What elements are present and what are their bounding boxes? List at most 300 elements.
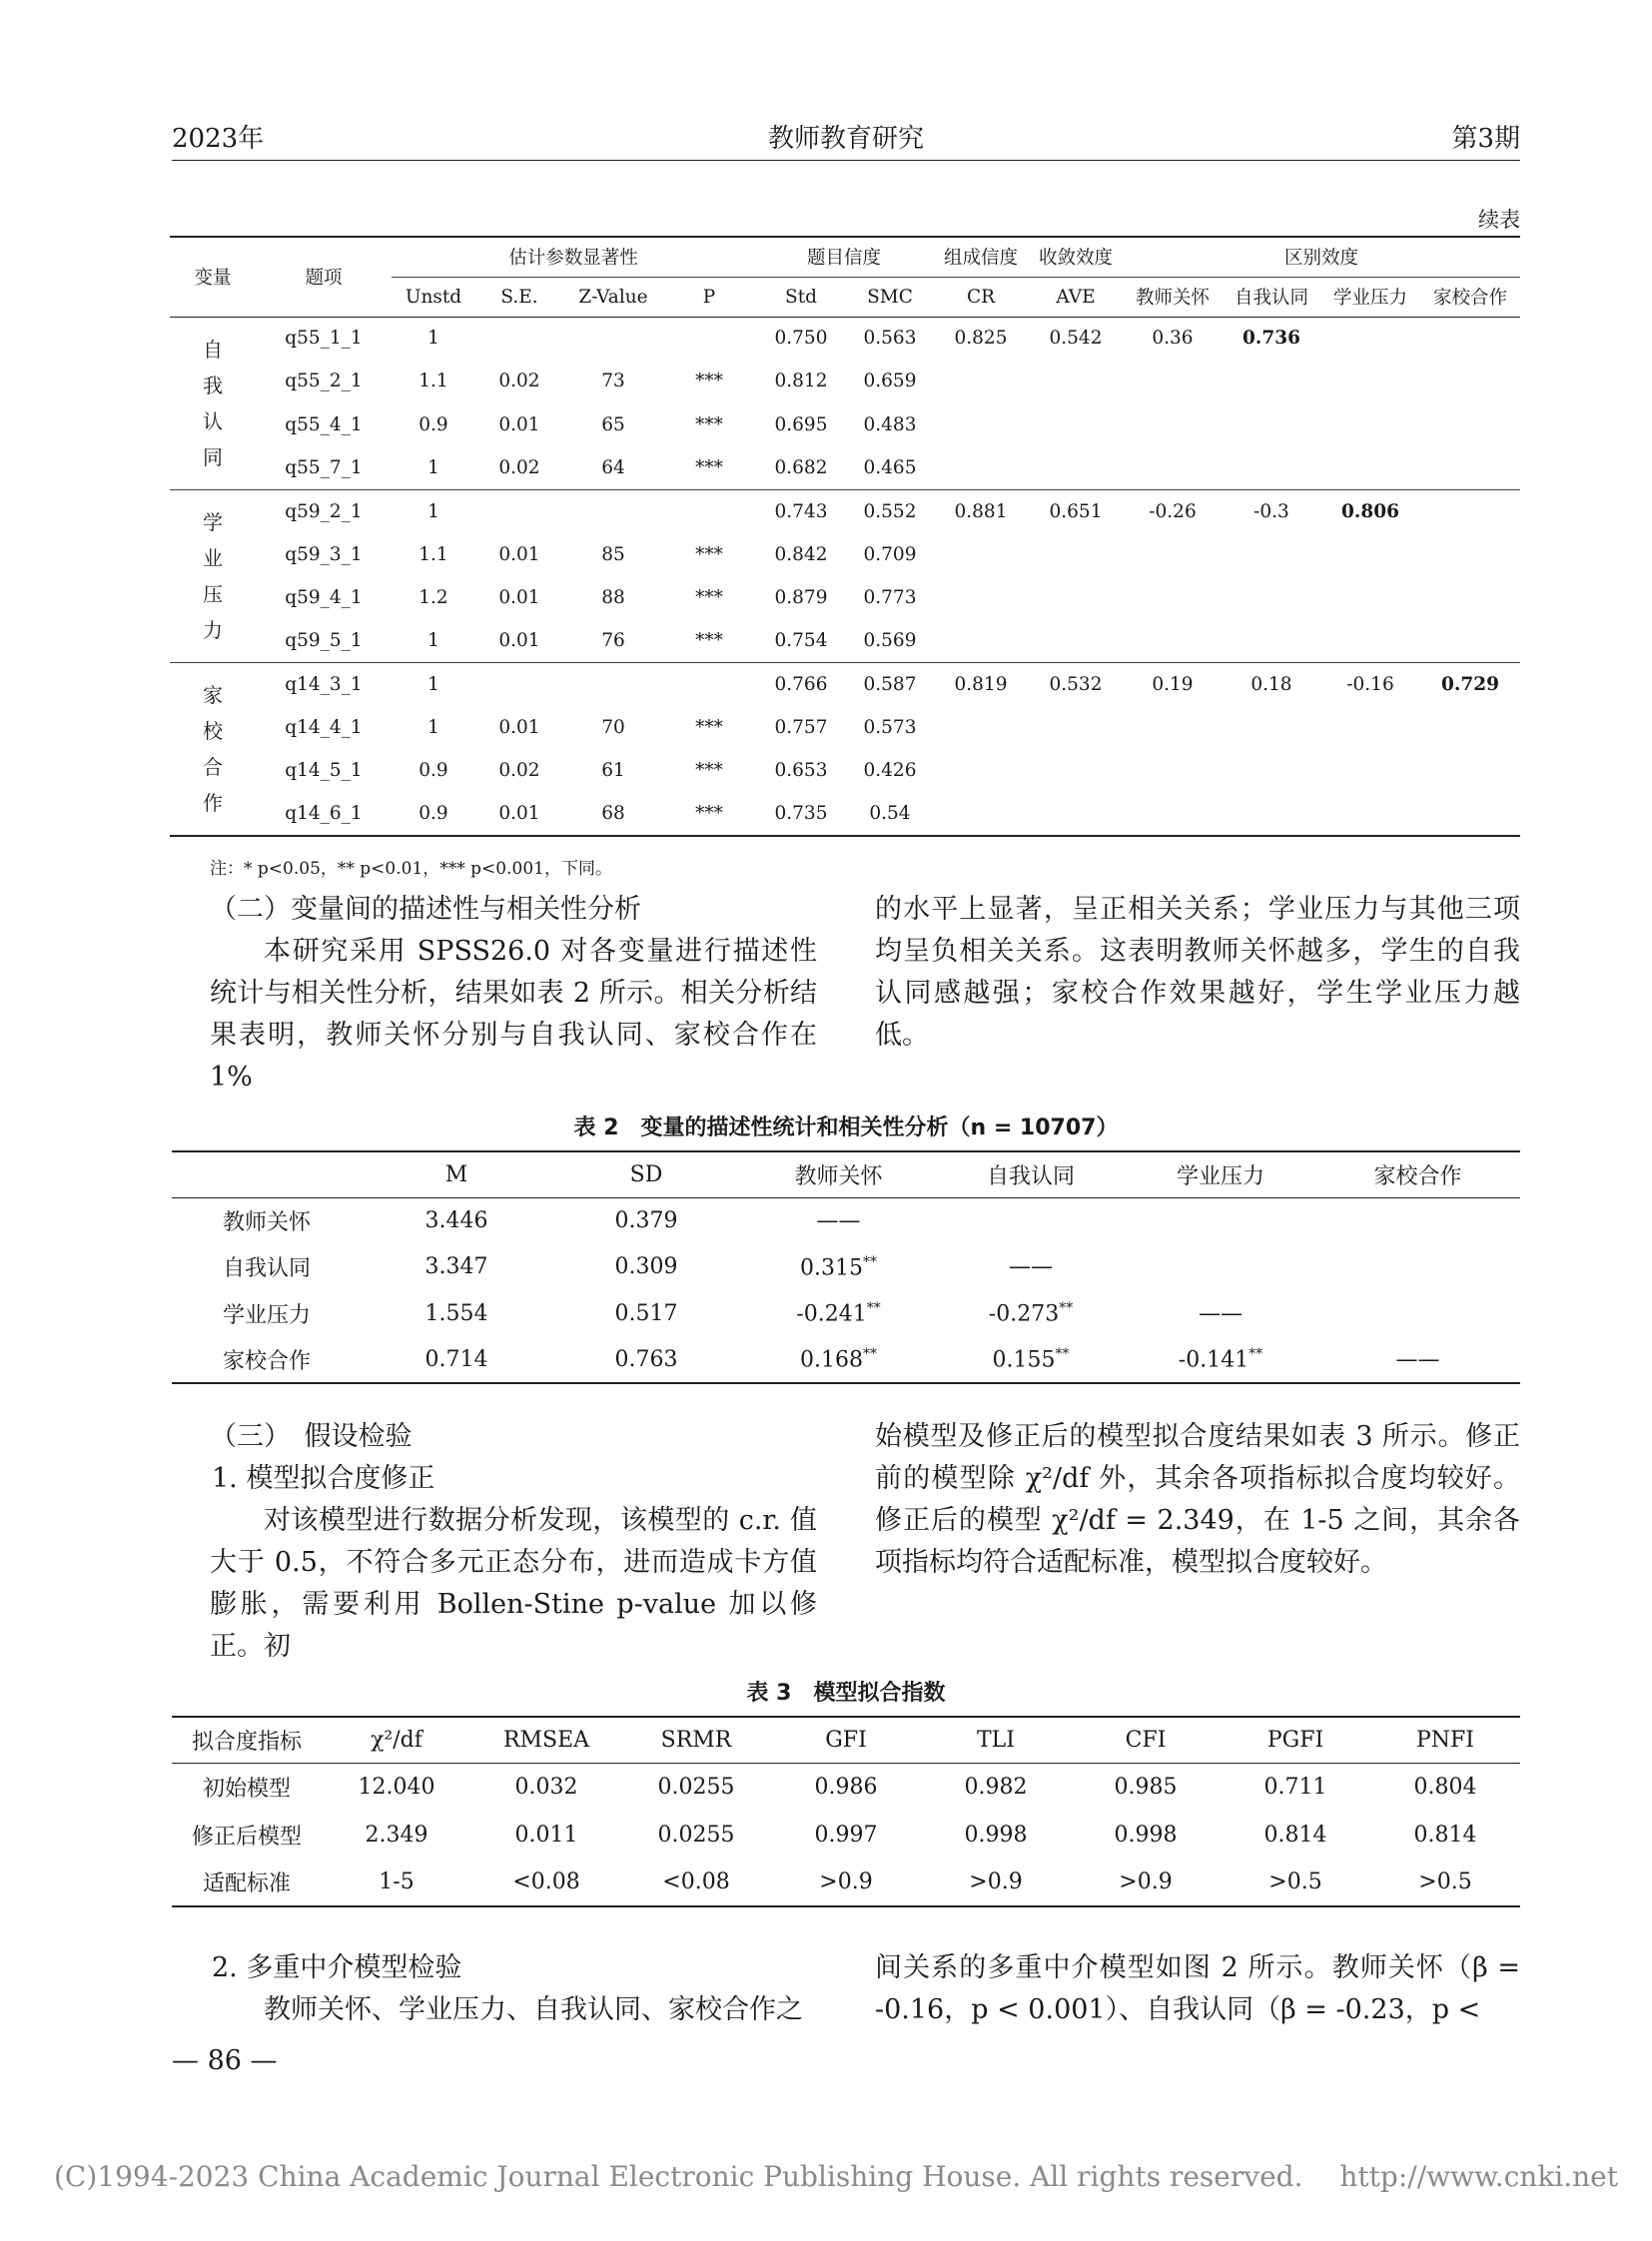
table-cell: 0.01 — [498, 716, 540, 738]
table-cell: 0.842 — [774, 543, 828, 565]
item-code: q55_2_1 — [285, 371, 363, 392]
column-header: 拟合度指标 — [172, 1717, 322, 1763]
table-cell — [1029, 532, 1123, 575]
column-header: RMSEA — [471, 1717, 621, 1763]
table-row — [172, 1763, 1520, 1811]
table-cell: *** — [695, 456, 723, 478]
table-cell — [1315, 1290, 1520, 1337]
table-cell: 0.315** — [800, 1253, 877, 1280]
table-cell — [933, 706, 1029, 749]
column-header: 学业压力 — [1126, 1151, 1315, 1197]
variable-char: 自 — [203, 337, 223, 362]
paragraph: 本研究采用 SPSS26.0 对各变量进行描述性统计与相关性分析，结果如表 2 所示。相关分析结果表明，教师关怀分别与自我认同、家校合作在 1% — [210, 936, 817, 1093]
table-cell — [1223, 446, 1320, 489]
column-header: SRMR — [621, 1717, 771, 1763]
row-label: 家校合作 — [172, 1337, 362, 1384]
table-cell: 65 — [601, 413, 625, 435]
section-heading: （二）变量间的描述性与相关性分析 — [210, 894, 641, 925]
table-cell — [1320, 360, 1420, 402]
item-code: q59_4_1 — [285, 586, 363, 608]
table-cell: >0.5 — [1221, 1859, 1370, 1906]
table-cell: 76 — [601, 629, 625, 651]
group-header: 区别效度 — [1123, 237, 1520, 277]
table-cell: 0.465 — [863, 456, 917, 478]
table-cell — [1223, 360, 1320, 402]
table-cell — [1223, 706, 1320, 749]
table-cell: *** — [695, 760, 723, 782]
table-cell: 0.998 — [964, 1822, 1028, 1848]
item-code: q14_4_1 — [285, 716, 363, 738]
column-header: SD — [551, 1151, 741, 1197]
table-cell: -0.16 — [1346, 673, 1394, 695]
table-cell — [1420, 489, 1520, 532]
table-cell: <0.08 — [621, 1859, 771, 1906]
variable-char: 力 — [203, 617, 223, 642]
variable-char: 家 — [203, 682, 223, 707]
column-header: 教师关怀 — [1123, 277, 1223, 317]
table-cell — [933, 749, 1029, 792]
table-cell: 0.02 — [498, 371, 540, 392]
table-cell: 0.754 — [774, 629, 828, 651]
table-cell: 0.766 — [774, 673, 828, 695]
table-cell: 0.01 — [498, 629, 540, 651]
row-label: 学业压力 — [222, 1302, 311, 1328]
table-cell: 0.736 — [1242, 328, 1300, 350]
table-cell — [1420, 532, 1520, 575]
table-cell: 0.483 — [863, 413, 917, 435]
table-cell — [1223, 532, 1320, 575]
table-cell: 0.729 — [1441, 673, 1499, 695]
table-cell: 12.040 — [358, 1774, 435, 1800]
left-column-s4 — [210, 1947, 817, 2031]
table-cell: 0.986 — [814, 1774, 878, 1800]
correlation-table — [172, 1150, 1520, 1384]
table-cell: -0.141** — [1126, 1337, 1315, 1384]
table-cell: 1.1 — [418, 543, 448, 565]
column-header: Unstd — [392, 277, 475, 317]
column-header — [172, 1151, 362, 1197]
table-cell — [1123, 706, 1223, 749]
table-cell — [1223, 576, 1320, 619]
table-cell: 0.773 — [863, 586, 917, 608]
table-cell: —— — [1315, 1337, 1520, 1384]
table-cell: *** — [695, 371, 723, 392]
column-header: PGFI — [1221, 1717, 1370, 1763]
table-cell: 0.695 — [774, 413, 828, 435]
item-code: q14_5_1 — [285, 760, 363, 782]
paragraph: 对该模型进行数据分析发现，该模型的 c.r. 值大于 0.5，不符合多元正态分布，进而造成卡方值膨胀，需要利用 Bollen-Stine p-value 加以修正。初 — [210, 1505, 817, 1662]
table-cell: 0.54 — [869, 802, 911, 824]
table-cell: 0.552 — [863, 500, 917, 522]
table-caption: 表 3 模型拟合指数 — [746, 1681, 946, 1706]
table-cell — [1123, 576, 1223, 619]
table-cell — [1223, 749, 1320, 792]
table-cell — [1320, 317, 1420, 360]
table-cell — [933, 532, 1029, 575]
section-heading: （三） 假设检验 — [210, 1421, 413, 1452]
variable-char: 同 — [203, 444, 223, 469]
table-cell — [1320, 576, 1420, 619]
paragraph: 的水平上显著，呈正相关关系；学业压力与其他三项均呈负相关关系。这表明教师关怀越多，学生的自我认同感越强；家校合作效果越好，学生学业压力越低。 — [875, 894, 1520, 1051]
table-cell: 1 — [427, 716, 439, 738]
column-header: CR — [933, 277, 1029, 317]
table-cell: 0.01 — [498, 543, 540, 565]
column-header: P — [663, 277, 755, 317]
table-cell: -0.241** — [796, 1300, 881, 1327]
table-cell — [1123, 749, 1223, 792]
table-cell — [1320, 403, 1420, 446]
significance-mark: ** — [1059, 1300, 1074, 1317]
table-cell — [1420, 576, 1520, 619]
table-cell — [1320, 792, 1420, 835]
table-cell: *** — [695, 413, 723, 435]
table-cell: 64 — [601, 456, 625, 478]
column-header: 自我认同 — [1223, 277, 1320, 317]
table-cell: 68 — [601, 802, 625, 824]
table-cell: 0.309 — [614, 1254, 678, 1280]
table-cell: >0.9 — [771, 1859, 921, 1906]
table-continued-label: 续表 — [1478, 208, 1520, 232]
table-cell: <0.08 — [471, 1859, 621, 1906]
right-column-s2 — [875, 889, 1520, 1057]
table-cell: 1.1 — [418, 371, 448, 392]
column-header: χ²/df — [322, 1717, 471, 1763]
variable-char: 校 — [203, 718, 223, 743]
table-cell: —— — [1009, 1254, 1053, 1280]
paragraph: 间关系的多重中介模型如图 2 所示。教师关怀（β = -0.16，p < 0.001）、自我认同（β = -0.23，p < — [875, 1952, 1520, 2025]
table-cell: 0.02 — [498, 760, 540, 782]
table-cell — [933, 446, 1029, 489]
group-header: 收敛效度 — [1029, 237, 1123, 277]
table-cell — [1029, 619, 1123, 662]
table-cell — [475, 317, 563, 360]
table-row — [172, 1197, 1520, 1244]
variable-char: 作 — [203, 790, 223, 815]
table-cell: 0.881 — [954, 500, 1008, 522]
table-cell: 1-5 — [322, 1859, 471, 1906]
column-header: 家校合作 — [1420, 277, 1520, 317]
table-cell: 0.573 — [863, 716, 917, 738]
table-cell: *** — [695, 543, 723, 565]
table-cell: 1 — [427, 673, 439, 695]
table-cell — [563, 662, 663, 705]
column-header: 家校合作 — [1315, 1151, 1520, 1197]
column-header: M — [362, 1151, 551, 1197]
table-cell — [563, 489, 663, 532]
table-row — [172, 1859, 1520, 1906]
item-code: q59_5_1 — [285, 629, 363, 651]
table-row — [170, 360, 1520, 402]
table-cell — [1123, 446, 1223, 489]
table-cell — [936, 1197, 1126, 1244]
table-cell: 0.426 — [863, 760, 917, 782]
table-row — [170, 403, 1520, 446]
table-cell — [1029, 360, 1123, 402]
table-cell — [1320, 532, 1420, 575]
table-cell: 0.379 — [614, 1208, 678, 1233]
table-cell: 0.18 — [1250, 673, 1292, 695]
significance-mark: ** — [862, 1346, 877, 1363]
table-row — [170, 619, 1520, 662]
row-label: 修正后模型 — [191, 1824, 302, 1850]
table-cell — [1223, 403, 1320, 446]
table-cell: 0.01 — [498, 413, 540, 435]
column-header: 自我认同 — [936, 1151, 1126, 1197]
table-cell — [1420, 360, 1520, 402]
table-cell: 0.9 — [418, 802, 448, 824]
item-code: q14_6_1 — [285, 802, 363, 824]
subsection-heading: 1. 模型拟合度修正 — [212, 1463, 435, 1494]
table-row — [170, 706, 1520, 749]
table-cell — [1029, 706, 1123, 749]
table-cell: 0.01 — [498, 586, 540, 608]
table-cell — [1420, 706, 1520, 749]
table-cell: 1.2 — [418, 586, 448, 608]
table-row — [170, 576, 1520, 619]
header-journal: 教师教育研究 — [767, 124, 924, 154]
table-row — [170, 662, 1520, 705]
table-cell: 0.814 — [1413, 1822, 1477, 1848]
group-header: 组成信度 — [933, 237, 1029, 277]
header-year: 2023年 — [172, 124, 265, 154]
table-cell: -0.26 — [1149, 500, 1197, 522]
table-cell: 0.587 — [863, 673, 917, 695]
table-cell: 88 — [601, 586, 625, 608]
left-column-s3 — [210, 1416, 817, 1668]
table-cell — [1126, 1244, 1315, 1291]
table-cell: 2.349 — [365, 1822, 428, 1848]
table-cell — [563, 317, 663, 360]
table-cell: 3.446 — [424, 1208, 488, 1233]
table-cell — [1420, 403, 1520, 446]
variable-char: 业 — [203, 545, 223, 570]
right-column-s4 — [875, 1947, 1520, 2031]
column-header: SMC — [847, 277, 933, 317]
table-cell — [933, 619, 1029, 662]
table-row — [170, 489, 1520, 532]
table-cell: 0.997 — [814, 1822, 878, 1848]
item-code: q55_7_1 — [285, 456, 363, 478]
table-cell: 0.711 — [1263, 1774, 1327, 1800]
table-cell — [1123, 532, 1223, 575]
table-cell — [1315, 1197, 1520, 1244]
table-row — [170, 532, 1520, 575]
header-rule — [172, 160, 1520, 161]
table-cell — [663, 317, 755, 360]
column-header: PNFI — [1370, 1717, 1520, 1763]
table-cell: >0.9 — [921, 1859, 1071, 1906]
table-cell: 0.9 — [418, 760, 448, 782]
column-header: GFI — [771, 1717, 921, 1763]
table-cell: 1 — [427, 629, 439, 651]
row-label: 自我认同 — [222, 1256, 311, 1282]
table-cell — [933, 576, 1029, 619]
table-cell: 70 — [601, 716, 625, 738]
table-cell — [1223, 619, 1320, 662]
group-header: 估计参数显著性 — [392, 237, 755, 277]
table-cell — [933, 360, 1029, 402]
table-cell — [1126, 1197, 1315, 1244]
running-header — [172, 118, 1520, 158]
table-cell: 0.985 — [1114, 1774, 1178, 1800]
table-cell: 0.750 — [774, 328, 828, 350]
variable-char: 学 — [203, 509, 223, 534]
table-cell — [1029, 403, 1123, 446]
table-note: 注：* p<0.05，** p<0.01，*** p<0.001，下同。 — [210, 859, 612, 879]
table-cell: -0.3 — [1253, 500, 1289, 522]
table-cell: *** — [695, 802, 723, 824]
table-cell: —— — [1199, 1300, 1242, 1326]
table-cell: 0.36 — [1152, 328, 1194, 350]
table-cell — [1420, 317, 1520, 360]
significance-mark: ** — [862, 1253, 877, 1270]
header-item: 题项 — [256, 237, 392, 317]
table-cell: 0.651 — [1049, 500, 1103, 522]
variable-char: 我 — [203, 373, 223, 397]
table-cell: 0.735 — [774, 802, 828, 824]
table-cell — [1420, 792, 1520, 835]
table-cell: 61 — [601, 760, 625, 782]
table-cell: >0.5 — [1370, 1859, 1520, 1906]
significance-mark: ** — [1248, 1346, 1263, 1363]
table-cell — [1420, 619, 1520, 662]
table-cell: -0.273** — [988, 1300, 1074, 1327]
table-cell — [1420, 446, 1520, 489]
column-header: CFI — [1071, 1717, 1221, 1763]
item-code: q59_2_1 — [285, 500, 363, 522]
table-cell: 0.02 — [498, 456, 540, 478]
table-cell: 0.569 — [863, 629, 917, 651]
item-code: q55_1_1 — [285, 328, 363, 350]
table-cell: 0.804 — [1413, 1774, 1477, 1800]
table-cell — [933, 403, 1029, 446]
row-label: 教师关怀 — [222, 1210, 311, 1235]
significance-mark: ** — [866, 1300, 881, 1317]
table-cell: 0.806 — [1341, 500, 1399, 522]
table-cell: 73 — [601, 371, 625, 392]
table-cell — [933, 792, 1029, 835]
table-cell: 0.168** — [741, 1337, 936, 1384]
table-cell — [1320, 619, 1420, 662]
table-cell: 0.19 — [1152, 673, 1194, 695]
measurement-table — [170, 236, 1520, 837]
table-cell — [663, 662, 755, 705]
item-code: q14_3_1 — [285, 673, 363, 695]
table-cell: 0.563 — [863, 328, 917, 350]
significance-mark: ** — [1055, 1346, 1070, 1363]
paragraph: 始模型及修正后的模型拟合度结果如表 3 所示。修正前的模型除 χ²/df 外，其余各项指标拟合度均较好。修正后的模型 χ²/df = 2.349，在 1-5 之间，其余各项指标均符合适配标准，模型拟合度较好。 — [875, 1421, 1520, 1578]
table-cell: 0.032 — [514, 1774, 578, 1800]
table-row — [172, 1337, 1520, 1384]
table-row — [172, 1244, 1520, 1291]
table-cell: 0.743 — [774, 500, 828, 522]
table-cell — [1029, 576, 1123, 619]
variable-char: 压 — [203, 581, 223, 606]
table-cell: 3.347 — [424, 1254, 488, 1280]
item-code: q59_3_1 — [285, 543, 363, 565]
table-cell: 0.517 — [614, 1300, 678, 1326]
header-issue: 第3期 — [1451, 124, 1520, 154]
table-cell: 0.998 — [1114, 1822, 1178, 1848]
page-number: — 86 — — [172, 2045, 278, 2076]
table-cell — [1420, 749, 1520, 792]
table-cell: 0.155** — [936, 1337, 1126, 1384]
column-header: S.E. — [475, 277, 563, 317]
table-cell: 0.532 — [1049, 673, 1103, 695]
variable-char: 认 — [203, 408, 223, 433]
group-header: 题目信度 — [755, 237, 933, 277]
variable-char: 合 — [203, 754, 223, 779]
right-column-s3 — [875, 1416, 1520, 1584]
table-cell — [1123, 619, 1223, 662]
table-cell: 85 — [601, 543, 625, 565]
column-header: Z-Value — [563, 277, 663, 317]
column-header: 学业压力 — [1320, 277, 1420, 317]
table-cell: 0.9 — [418, 413, 448, 435]
table-cell — [1320, 749, 1420, 792]
column-header: AVE — [1029, 277, 1123, 317]
item-code: q55_4_1 — [285, 413, 363, 435]
table-cell: >0.9 — [1071, 1859, 1221, 1906]
table-cell: —— — [816, 1208, 861, 1233]
table-cell — [475, 489, 563, 532]
variable-label — [170, 662, 256, 835]
table-cell — [1029, 446, 1123, 489]
table-cell — [1123, 403, 1223, 446]
table-cell — [1315, 1244, 1520, 1291]
table-cell: 0.659 — [863, 371, 917, 392]
table-cell: 1.554 — [424, 1300, 488, 1326]
table-row — [170, 446, 1520, 489]
table-cell: 1 — [427, 328, 439, 350]
table-cell: 0.0255 — [657, 1822, 735, 1848]
copyright-footer: (C)1994-2023 China Academic Journal Electronic Publishing House. All rights reserved. http://www.cnki.net — [54, 2160, 1619, 2193]
table-row — [170, 792, 1520, 835]
table-cell: 0.542 — [1049, 328, 1103, 350]
variable-label — [170, 317, 256, 489]
subsection-heading: 2. 多重中介模型检验 — [212, 1952, 462, 1983]
table-cell: 0.812 — [774, 371, 828, 392]
variable-label — [170, 489, 256, 662]
table-row — [170, 317, 1520, 360]
table-cell: 0.825 — [954, 328, 1008, 350]
table-cell: 0.814 — [1263, 1822, 1327, 1848]
table-cell — [1123, 360, 1223, 402]
paragraph: 教师关怀、学业压力、自我认同、家校合作之 — [264, 1994, 803, 2025]
table-cell: 0.982 — [964, 1774, 1028, 1800]
header-var: 变量 — [170, 237, 256, 317]
table-cell: 0.011 — [514, 1822, 578, 1848]
column-header: Std — [755, 277, 847, 317]
table-caption: 表 2 变量的描述性统计和相关性分析（n = 10707） — [573, 1116, 1119, 1140]
table-cell: 0.0255 — [657, 1774, 735, 1800]
table-cell: *** — [695, 586, 723, 608]
table-cell: 0.709 — [863, 543, 917, 565]
table-cell: 0.714 — [362, 1337, 551, 1384]
table-cell — [1029, 749, 1123, 792]
column-header: 教师关怀 — [741, 1151, 936, 1197]
table-cell: *** — [695, 629, 723, 651]
table-row — [170, 749, 1520, 792]
table-cell — [1223, 792, 1320, 835]
row-label: 适配标准 — [172, 1859, 322, 1906]
column-header: TLI — [921, 1717, 1071, 1763]
left-column-s2 — [210, 889, 817, 1099]
table-cell: 0.01 — [498, 802, 540, 824]
table-cell: 0.819 — [954, 673, 1008, 695]
table-cell: 0.653 — [774, 760, 828, 782]
table-cell — [663, 489, 755, 532]
